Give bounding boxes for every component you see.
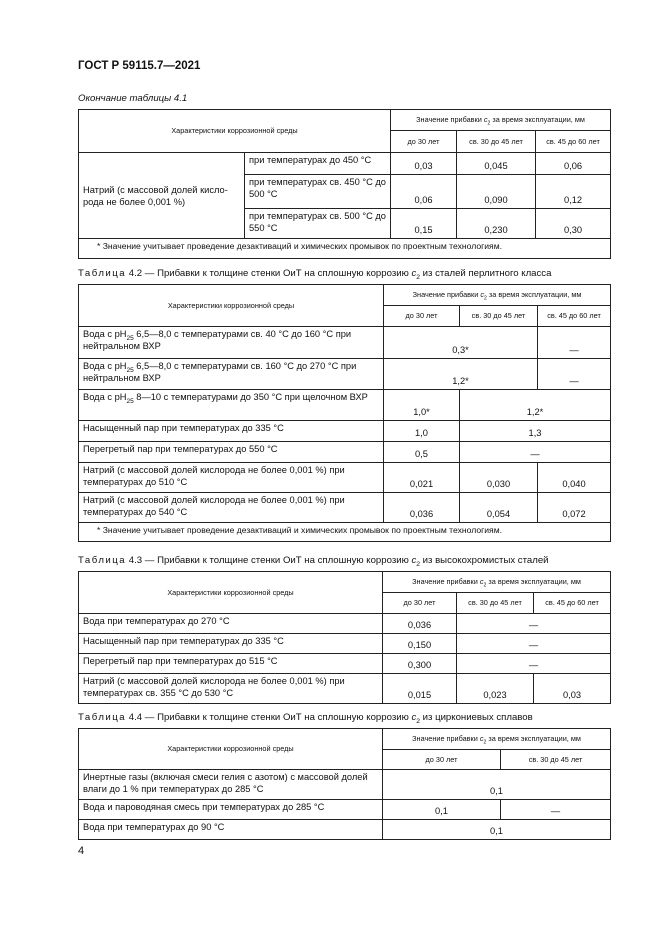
document-title: ГОСТ Р 59115.7—2021 bbox=[78, 60, 201, 72]
table-row bbox=[79, 674, 611, 704]
medium-cell: Натрий (с массовой долей кислорода не более 0,001 %) при температурах до 540 °С bbox=[79, 493, 384, 523]
value-cell: 0,1 bbox=[383, 820, 611, 840]
medium-cell: Насыщенный пар при температурах до 335 °С bbox=[79, 421, 384, 442]
value-cell: 0,5 bbox=[384, 442, 460, 463]
medium-cell: Вода с $рН_{25}$ 8—10 с температурами до 350 °С при щелочном ВХР bbox=[79, 390, 384, 421]
value-cell: 0,036 bbox=[384, 493, 460, 523]
value-cell: 0,023 bbox=[457, 674, 534, 704]
value-cell: 0,045 bbox=[457, 153, 536, 175]
col-header-period2: св. 30 до 45 лет bbox=[501, 750, 611, 770]
table-4-1 bbox=[78, 109, 611, 259]
value-cell: — bbox=[501, 800, 611, 820]
value-cell: 0,3* bbox=[384, 327, 538, 359]
value-cell: 0,300 bbox=[383, 654, 457, 674]
value-cell: 0,036 bbox=[383, 614, 457, 634]
medium-cell: Вода с $рН_{25}$ 6,5—8,0 с температурами св. 40 °С до 160 °С при нейтральном ВХР bbox=[79, 327, 384, 359]
table-4-3 bbox=[78, 571, 611, 704]
table-row bbox=[79, 390, 611, 421]
condition-cell: при температурах до 450 °С bbox=[245, 153, 391, 175]
table-row bbox=[79, 442, 611, 463]
table-row bbox=[79, 493, 611, 523]
table-row bbox=[79, 770, 611, 800]
value-cell: 1,0* bbox=[384, 390, 460, 421]
value-cell: 0,03 bbox=[534, 674, 611, 704]
col-header-period3: св. 45 до 60 лет bbox=[534, 593, 611, 614]
medium-cell: Перегретый пар при температурах до 515 °С bbox=[79, 654, 383, 674]
col-header-period2: св. 30 до 45 лет bbox=[460, 306, 538, 327]
value-cell: — bbox=[538, 359, 611, 390]
table-row bbox=[79, 463, 611, 493]
value-cell: 0,072 bbox=[538, 493, 611, 523]
value-cell: 0,12 bbox=[536, 175, 611, 209]
condition-cell: при температурах св. 500 °С до 550 °С bbox=[245, 209, 391, 239]
col-header-value: Значение прибавки $c_2$ за время эксплуатации, мм bbox=[391, 110, 611, 131]
medium-cell: Инертные газы (включая смеси гелия с азотом) с массовой долей влаги до 1 % при температурах до 285 °С bbox=[79, 770, 383, 800]
col-header-env: Характеристики коррозионной среды bbox=[79, 572, 383, 614]
medium-cell: Вода с $рН_{25}$ 6,5—8,0 с температурами св. 160 °С до 270 °С при нейтральном ВХР bbox=[79, 359, 384, 390]
value-cell: 0,03 bbox=[391, 153, 457, 175]
medium-cell: Вода при температурах до 90 °С bbox=[79, 820, 383, 840]
table-row bbox=[79, 359, 611, 390]
value-cell: 0,1 bbox=[383, 770, 611, 800]
condition-cell: при температурах св. 450 °С до 500 °С bbox=[245, 175, 391, 209]
table-4-2-caption: Таблица 4.2 — Прибавки к толщине стенки ОиТ на сплошную коррозию $c_2$ из сталей перлитного класса bbox=[78, 268, 552, 281]
value-cell: 0,150 bbox=[383, 634, 457, 654]
page-number: 4 bbox=[78, 845, 85, 857]
value-cell: 0,030 bbox=[460, 463, 538, 493]
col-header-period1: до 30 лет bbox=[383, 750, 501, 770]
table-row bbox=[79, 327, 611, 359]
table-4-1-caption: Окончание таблицы 4.1 bbox=[78, 93, 188, 104]
table-row bbox=[79, 654, 611, 674]
medium-cell: Натрий (с массовой долей кислорода не более 0,001 %) bbox=[79, 153, 245, 239]
value-cell: 1,2* bbox=[460, 390, 611, 421]
col-header-env: Характеристики коррозионной среды bbox=[79, 285, 384, 327]
value-cell: 1,0 bbox=[384, 421, 460, 442]
value-cell: 0,040 bbox=[538, 463, 611, 493]
table-row bbox=[79, 421, 611, 442]
table-row bbox=[79, 153, 611, 175]
medium-cell: Перегретый пар при температурах до 550 °С bbox=[79, 442, 384, 463]
col-header-value: Значение прибавки $c_2$ за время эксплуатации, мм bbox=[383, 729, 611, 750]
footnote: * Значение учитывает проведение дезактиваций и химических промывок по проектным технологиям. bbox=[79, 523, 611, 542]
medium-cell: Натрий (с массовой долей кислорода не более 0,001 %) при температурах до 510 °С bbox=[79, 463, 384, 493]
col-header-env: Характеристики коррозионной среды bbox=[79, 729, 383, 770]
value-cell: 0,06 bbox=[536, 153, 611, 175]
col-header-period2: св. 30 до 45 лет bbox=[457, 131, 536, 153]
medium-cell: Вода и пароводяная смесь при температурах до 285 °С bbox=[79, 800, 383, 820]
col-header-period3: св. 45 до 60 лет bbox=[538, 306, 611, 327]
col-header-period1: до 30 лет bbox=[383, 593, 457, 614]
value-cell: — bbox=[457, 634, 611, 654]
col-header-value: Значение прибавки $c_2$ за время эксплуатации, мм bbox=[383, 572, 611, 593]
value-cell: — bbox=[457, 614, 611, 634]
table-4-2 bbox=[78, 284, 611, 542]
medium-cell: Насыщенный пар при температурах до 335 °С bbox=[79, 634, 383, 654]
medium-cell: Натрий (с массовой долей кислорода не более 0,001 %) при температурах св. 355 °С до 530 °С bbox=[79, 674, 383, 704]
value-cell: 0,15 bbox=[391, 209, 457, 239]
table-row bbox=[79, 820, 611, 840]
table-row bbox=[79, 800, 611, 820]
value-cell: 0,30 bbox=[536, 209, 611, 239]
value-cell: 0,230 bbox=[457, 209, 536, 239]
value-cell: 0,021 bbox=[384, 463, 460, 493]
col-header-value: Значение прибавки $c_2$ за время эксплуатации, мм bbox=[384, 285, 611, 306]
value-cell: 0,090 bbox=[457, 175, 536, 209]
medium-cell: Вода при температурах до 270 °С bbox=[79, 614, 383, 634]
value-cell: 0,1 bbox=[383, 800, 501, 820]
col-header-env: Характеристики коррозионной среды bbox=[79, 110, 391, 153]
value-cell: — bbox=[538, 327, 611, 359]
table-row bbox=[79, 634, 611, 654]
table-row bbox=[79, 614, 611, 634]
value-cell: 1,2* bbox=[384, 359, 538, 390]
table-4-3-caption: Таблица 4.3 — Прибавки к толщине стенки ОиТ на сплошную коррозию $c_2$ из высокохромистых сталей bbox=[78, 555, 549, 568]
value-cell: 0,015 bbox=[383, 674, 457, 704]
col-header-period2: св. 30 до 45 лет bbox=[457, 593, 534, 614]
value-cell: 0,06 bbox=[391, 175, 457, 209]
value-cell: 0,054 bbox=[460, 493, 538, 523]
table-4-4-caption: Таблица 4.4 — Прибавки к толщине стенки ОиТ на сплошную коррозию $c_2$ из циркониевых сплавов bbox=[78, 712, 533, 725]
value-cell: — bbox=[460, 442, 611, 463]
col-header-period1: до 30 лет bbox=[384, 306, 460, 327]
table-4-4 bbox=[78, 728, 611, 840]
col-header-period3: св. 45 до 60 лет bbox=[536, 131, 611, 153]
value-cell: — bbox=[457, 654, 611, 674]
value-cell: 1,3 bbox=[460, 421, 611, 442]
footnote: * Значение учитывает проведение дезактиваций и химических промывок по проектным технологиям. bbox=[79, 239, 611, 259]
col-header-period1: до 30 лет bbox=[391, 131, 457, 153]
